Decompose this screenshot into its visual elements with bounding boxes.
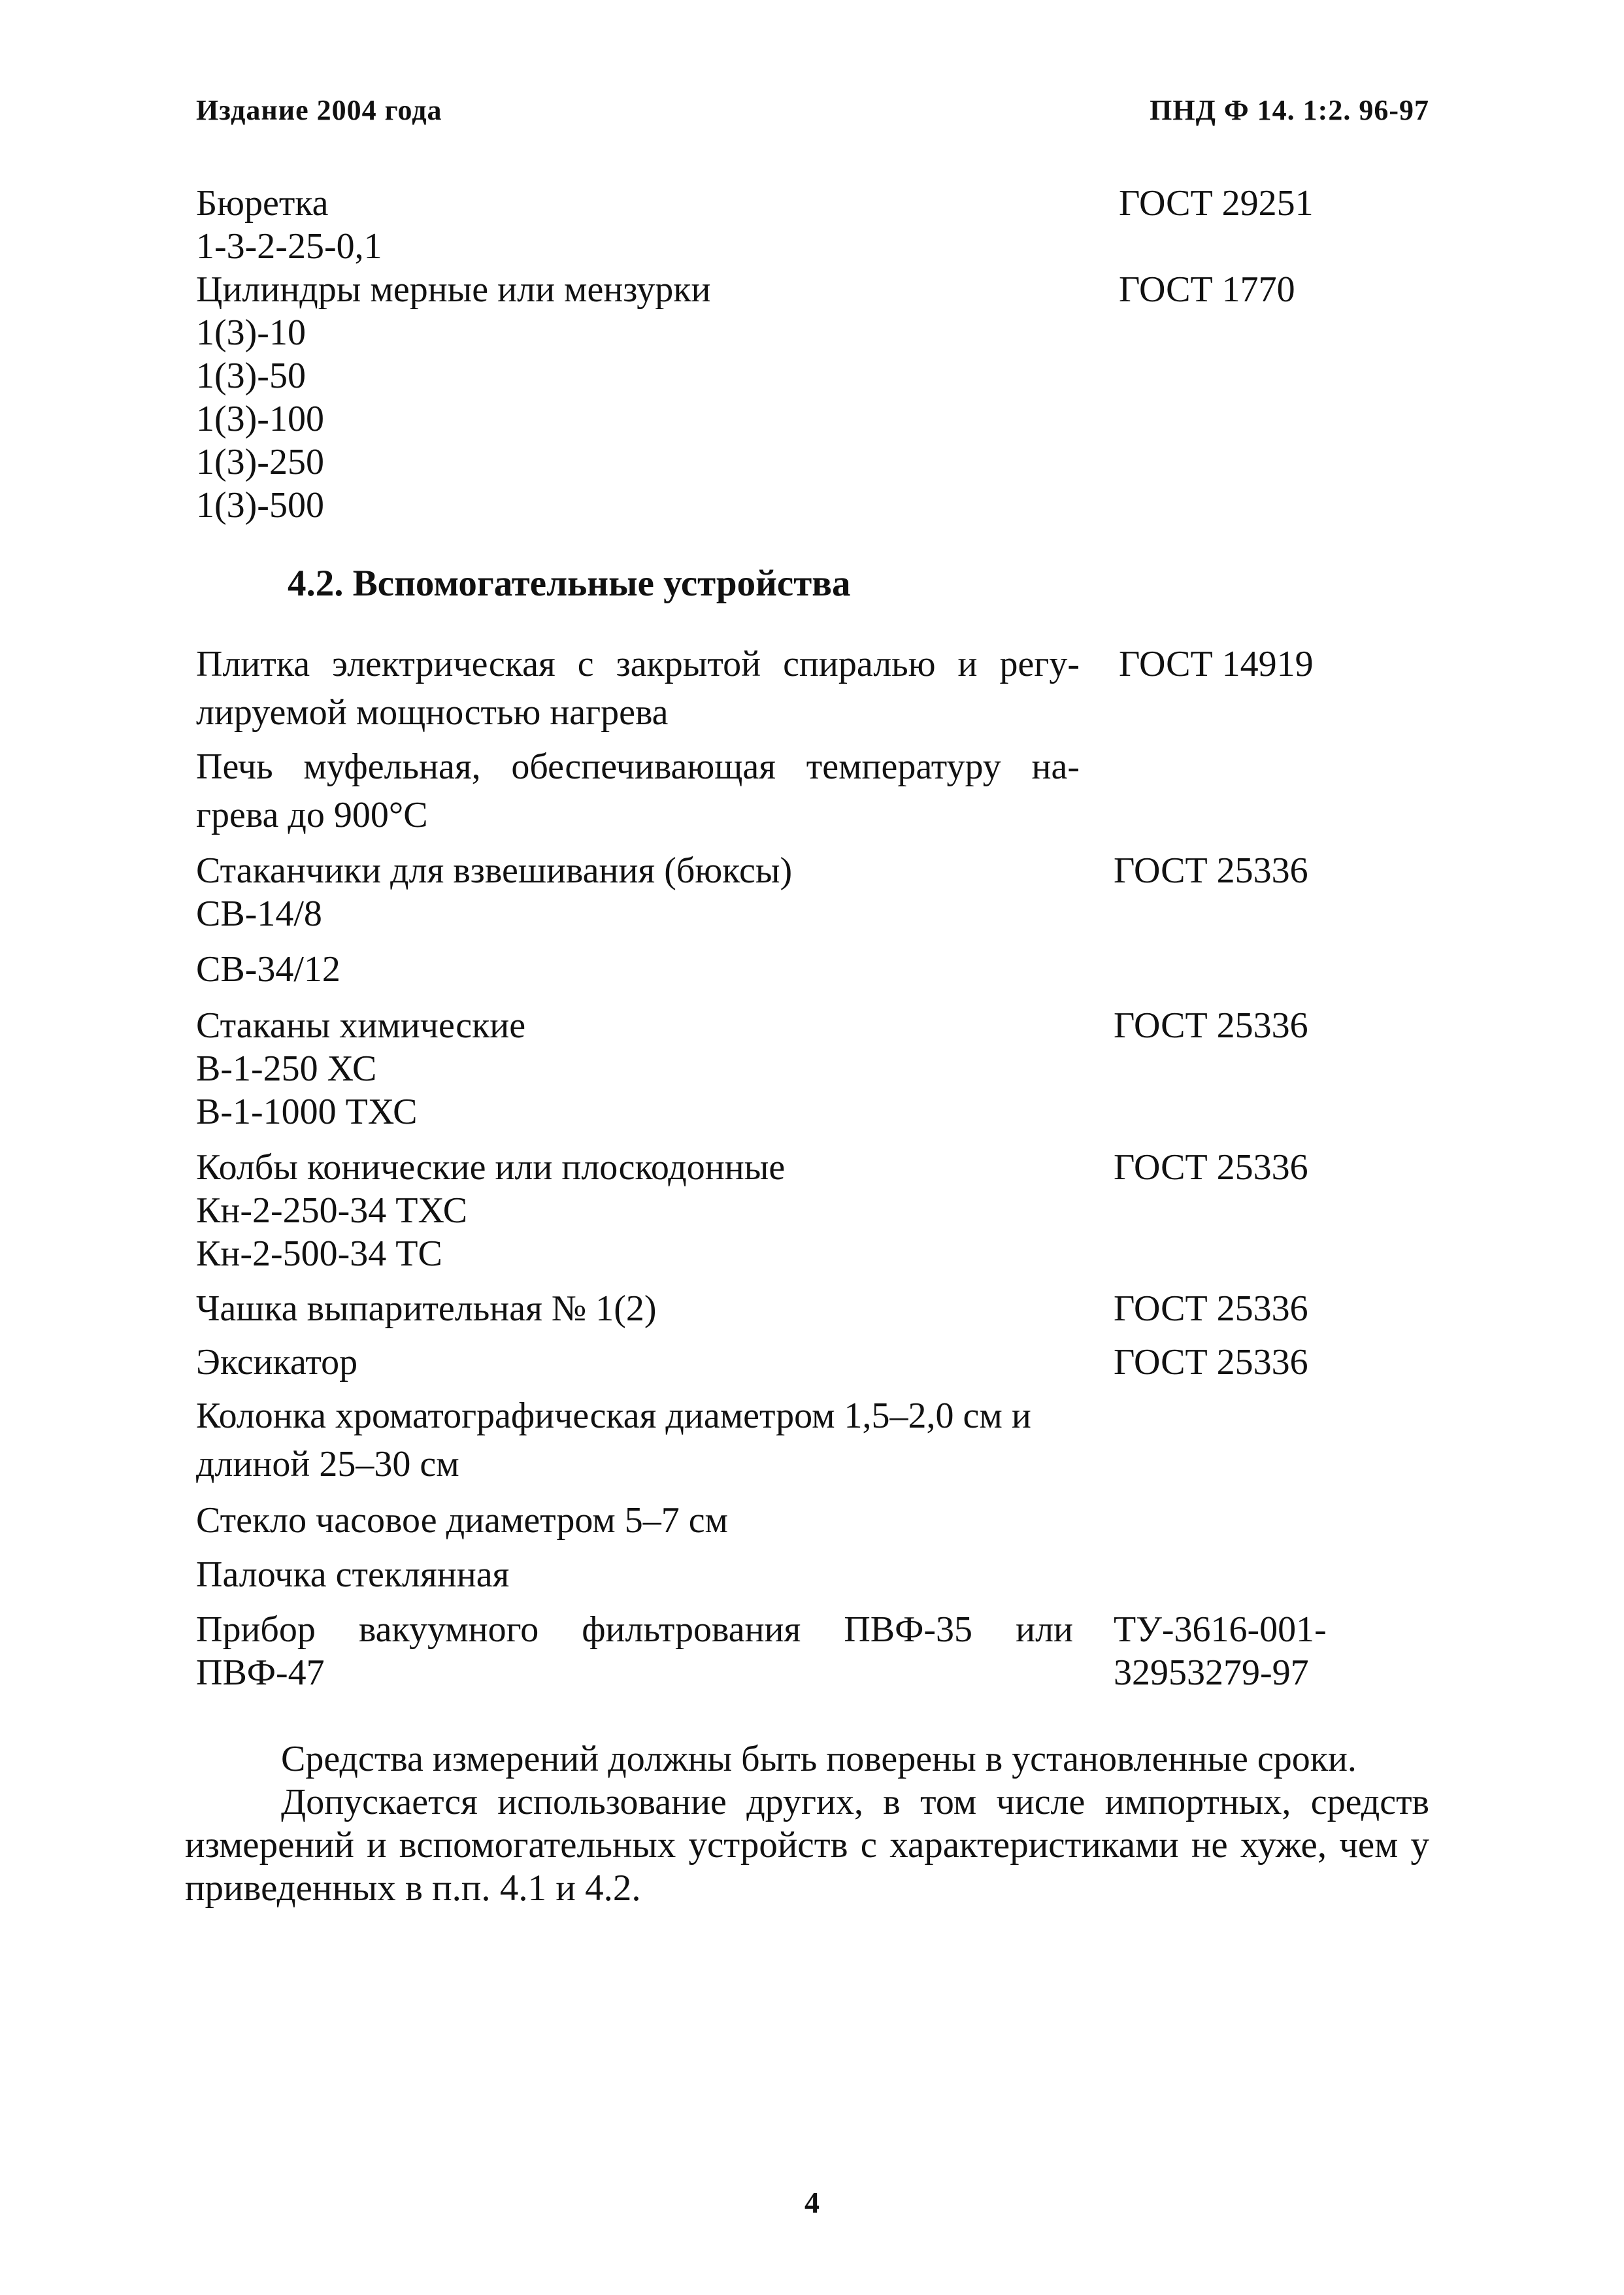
burette-standard: ГОСТ 29251 [1119, 183, 1314, 224]
section-title: 4.2. Вспомогательные устройства [288, 563, 851, 604]
flasks-standard: ГОСТ 25336 [1114, 1147, 1308, 1188]
evaporating-dish-name: Чашка выпарительная № 1(2) [196, 1288, 657, 1329]
beakers-spec: В-1-1000 ТХС [196, 1092, 418, 1132]
burette-name: Бюретка [196, 183, 329, 224]
cylinder-spec: 1(3)-100 [196, 399, 324, 439]
cylinder-spec: 1(3)-250 [196, 442, 324, 482]
beakers-name: Стаканы химические [196, 1005, 526, 1046]
cylinder-spec: 1(3)-500 [196, 485, 324, 526]
vacuum-filter-standard-cont: 32953279-97 [1114, 1652, 1309, 1693]
burette-spec: 1-3-2-25-0,1 [196, 226, 382, 267]
beakers-standard: ГОСТ 25336 [1114, 1005, 1308, 1046]
cylinder-spec: 1(3)-10 [196, 312, 306, 353]
edition-label: Издание 2004 года [196, 94, 442, 126]
weighing-cups-spec: СВ-14/8 [196, 894, 322, 934]
furnace-line2: грева до 900°С [196, 795, 428, 835]
weighing-cups-name: Стаканчики для взвешивания (бюксы) [196, 850, 793, 891]
vacuum-filter-line2: ПВФ-47 [196, 1652, 325, 1693]
vacuum-filter-line1: Прибор вакуумного фильтрования ПВФ-35 или [196, 1609, 1073, 1650]
evaporating-dish-standard: ГОСТ 25336 [1114, 1288, 1308, 1329]
hotplate-standard: ГОСТ 14919 [1119, 644, 1314, 684]
cylinders-name: Цилиндры мерные или мензурки [196, 269, 711, 310]
verification-note: Средства измерений должны быть поверены в установленные сроки. [281, 1739, 1357, 1779]
weighing-cups-standard: ГОСТ 25336 [1114, 850, 1308, 891]
substitution-note-first-line: Допускается использование других, в том числе импортных, средств [281, 1782, 1429, 1822]
watch-glass-name: Стекло часовое диаметром 5–7 см [196, 1500, 728, 1541]
glass-rod-name: Палочка стеклянная [196, 1554, 510, 1595]
column-line2: длиной 25–30 см [196, 1444, 459, 1484]
furnace-line1: Печь муфельная, обеспечивающая температуру на- [196, 746, 1080, 787]
hotplate-line2: лируемой мощностью нагрева [196, 692, 669, 733]
flasks-spec: Кн-2-250-34 ТХС [196, 1190, 468, 1231]
hotplate-line1: Плитка электрическая с закрытой спиралью и регу- [196, 644, 1080, 684]
column-line1: Колонка хроматографическая диаметром 1,5–2,0 см и [196, 1396, 1031, 1436]
substitution-note-rest: измерений и вспомогательных устройств с характеристиками не хуже, чем у приведенных в п.п. 4.1 и 4.2. [185, 1824, 1429, 1909]
page-number: 4 [804, 2186, 820, 2219]
flasks-spec: Кн-2-500-34 ТС [196, 1233, 442, 1274]
desiccator-standard: ГОСТ 25336 [1114, 1342, 1308, 1382]
beakers-spec: В-1-250 ХС [196, 1048, 377, 1089]
cylinder-spec: 1(3)-50 [196, 356, 306, 396]
document-code: ПНД Ф 14. 1:2. 96-97 [1150, 94, 1429, 126]
flasks-name: Колбы конические или плоскодонные [196, 1147, 786, 1188]
vacuum-filter-standard: ТУ-3616-001- [1114, 1609, 1327, 1650]
desiccator-name: Эксикатор [196, 1342, 358, 1382]
cylinders-standard: ГОСТ 1770 [1119, 269, 1295, 310]
weighing-cups-spec: СВ-34/12 [196, 949, 340, 990]
